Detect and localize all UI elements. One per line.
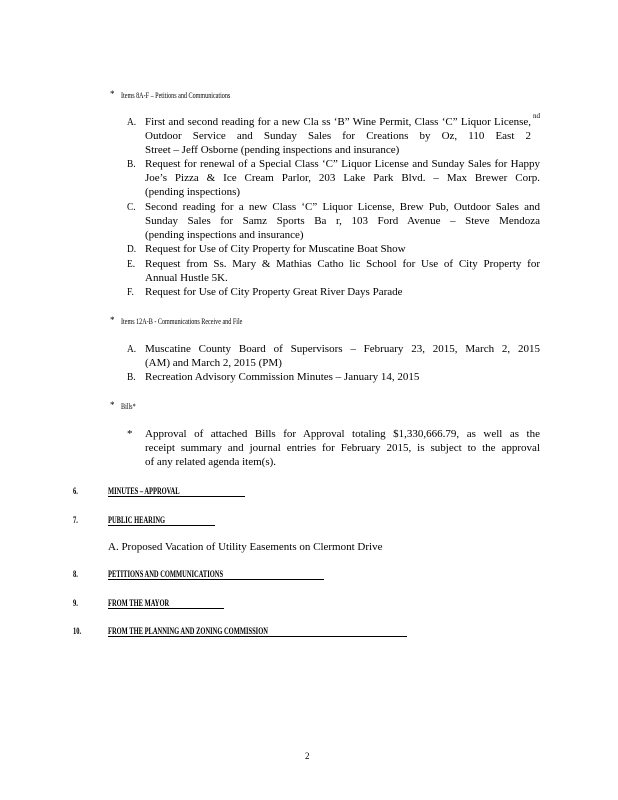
item-letter-f: F. — [127, 286, 134, 298]
agenda-heading-public-hearing: PUBLIC HEARING — [108, 515, 166, 525]
petition-item-a-cont: Street – Jeff Osborne (pending inspections and insurance) — [145, 144, 400, 156]
petition-item-c: Second reading for a new Class ‘C” Liquor License, Brew Pub, Outdoor Sales and Sunday Sales for Samz Sports Ba r, 103 Ford Avenue – Steve Mendoza — [145, 201, 540, 227]
section-header-communications: Items 12A-B - Communications Receive and File — [121, 316, 243, 326]
petition-item-d: Request for Use of City Property for Muscatine Boat Show — [145, 243, 406, 255]
bills-text-line-2: receipt summary and journal entries for February 2015, is subject to the approval — [145, 442, 540, 454]
bullet-star: * — [110, 89, 115, 99]
underline — [108, 496, 245, 497]
underline — [108, 608, 224, 609]
item-letter-c: C. — [127, 201, 136, 213]
communication-item-b: Recreation Advisory Commission Minutes – January 14, 2015 — [145, 371, 420, 383]
agenda-heading-planning-zoning: FROM THE PLANNING AND ZONING COMMISSION — [108, 626, 268, 636]
bills-text-line-3: of any related agenda item(s). — [145, 456, 277, 468]
item-letter-b: B. — [127, 371, 136, 383]
section-header-petitions: Items 8A-F – Petitions and Communications — [121, 90, 231, 100]
item-letter-d: D. — [127, 243, 137, 255]
agenda-heading-minutes: MINUTES – APPROVAL — [108, 486, 180, 496]
bullet-star: * — [127, 428, 133, 440]
agenda-heading-petitions: PETITIONS AND COMMUNICATIONS — [108, 569, 224, 579]
petition-item-b: Request for renewal of a Special Class ‘C” Liquor License and Sunday Sales for Happy Joe’s Pizza & Ice Cream Parlor, 203 Lake Park Blvd. – Max Brewer Corp. — [145, 158, 540, 184]
agenda-number-7: 7. — [73, 515, 78, 525]
underline — [108, 525, 215, 526]
bills-text-line-1: Approval of attached Bills for Approval totaling $1,330,666.79, as well as the — [145, 428, 540, 440]
petition-item-e-cont: Annual Hustle 5K. — [145, 272, 228, 284]
petition-item-f: Request for Use of City Property Great River Days Parade — [145, 286, 403, 298]
hearing-item-a: A. Proposed Vacation of Utility Easements on Clermont Drive — [108, 541, 383, 553]
item-letter-b: B. — [127, 158, 136, 170]
section-header-bills: Bills* — [121, 401, 136, 411]
communication-item-a: Muscatine County Board of Supervisors – February 23, 2015, March 2, 2015 — [145, 343, 540, 355]
item-letter-a: A. — [127, 116, 137, 128]
petition-item-b-cont: (pending inspections) — [145, 186, 241, 198]
underline — [108, 579, 324, 580]
agenda-number-8: 8. — [73, 569, 78, 579]
agenda-number-9: 9. — [73, 598, 78, 608]
petition-item-a: First and second reading for a new Cla ss ‘B” Wine Permit, Class ‘C” Liquor License, Outdoor Service and Sunday Sales for Creations by Oz, 110 East 2 — [145, 116, 531, 142]
superscript-nd: nd — [533, 112, 540, 120]
item-letter-a: A. — [127, 343, 137, 355]
petition-item-e: Request from Ss. Mary & Mathias Catho lic School for Use of City Property for — [145, 258, 540, 270]
bullet-star: * — [110, 400, 115, 410]
page-number: 2 — [305, 751, 310, 761]
agenda-number-10: 10. — [73, 626, 82, 636]
petition-item-c-cont: (pending inspections and insurance) — [145, 229, 304, 241]
communication-item-a-cont: (AM) and March 2, 2015 (PM) — [145, 357, 282, 369]
item-letter-e: E. — [127, 258, 136, 270]
underline — [108, 636, 407, 637]
agenda-number-6: 6. — [73, 486, 78, 496]
bullet-star: * — [110, 315, 115, 325]
agenda-heading-mayor: FROM THE MAYOR — [108, 598, 170, 608]
